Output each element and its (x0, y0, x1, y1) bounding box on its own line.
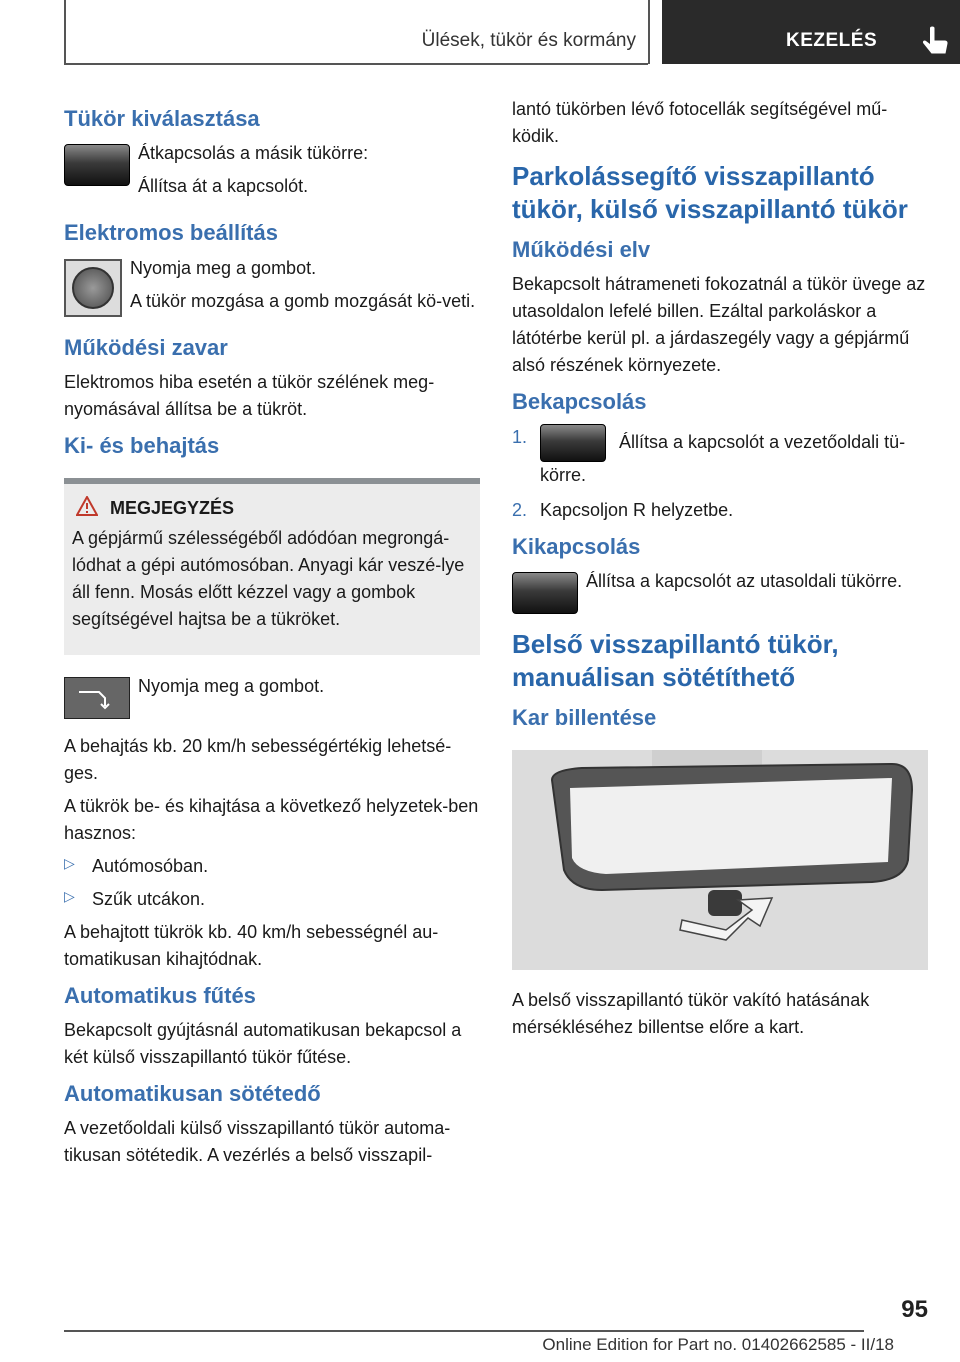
list-item: 2. Kapcsoljon R helyzetbe. (512, 499, 734, 520)
notice-text: A gépjármű szélességéből adódóan megrongá-lódhat a gépi autómosóban. Anyagi kár veszé-lye áll fenn. Mosás előtt kézzel vagy a gombok segítségével hajtsa be a tükröket. (72, 527, 465, 629)
heading-electric-adjust: Elektromos beállítás (64, 220, 278, 246)
mirror-fold-icon (64, 677, 130, 719)
auto-dim-text: A vezetőoldali külső visszapillantó tükör automa-tikusan sötétedik. A vezérlés a belső visszapil- (64, 1118, 451, 1166)
fold-text-1: Nyomja meg a gombot. (138, 675, 325, 696)
header-rule-right (648, 0, 650, 64)
switch-on-steps (512, 424, 928, 524)
mirror-switch-icon (512, 572, 578, 614)
heading-fold: Ki- és behajtás (64, 433, 220, 459)
fold-text-4: A behajtott tükrök kb. 40 km/h sebességnél au-tomatikusan kihajtódnak. (64, 921, 439, 969)
section-title: Ülések, tükör és kormány (421, 30, 636, 51)
mirror-joystick-icon (64, 259, 122, 317)
fold-text-3: A tükrök be- és kihajtása a következő helyzetek-ben hasznos: (64, 795, 479, 843)
electric-adjust-text-2: A tükör mozgása a gomb mozgását kö-veti. (130, 290, 476, 311)
heading-switch-off: Kikapcsolás (512, 533, 641, 559)
warning-icon (76, 496, 98, 516)
heading-mirror-select: Tükör kiválasztása (64, 106, 260, 131)
chapter-tab[interactable] (662, 0, 960, 64)
footer-rule (64, 1330, 864, 1332)
heading-parking-mirror: Parkolássegítő visszapillantó tükör, külső visszapillantó tükör (512, 161, 908, 224)
heating-text: Bekapcsolt gyújtásnál automatikusan bekapcsol a két külső visszapillantó tükör fűtése. (64, 1019, 462, 1067)
list-item: 1. Állítsa a kapcsolót a vezetőoldali tü-körre. (512, 424, 928, 489)
fold-bullet-list (64, 853, 480, 913)
lever-text: A belső visszapillantó tükör vakító hatásának mérsékléséhez billentse előre a kart. (512, 989, 870, 1037)
auto-dim-continued: lantó tükörben lévő fotocellák segítségével mű-ködik. (512, 99, 888, 146)
electric-adjust-text-1: Nyomja meg a gombot. (130, 257, 317, 278)
heading-malfunction: Működési zavar (64, 334, 228, 360)
heading-lever-tilt: Kar billentése (512, 705, 657, 731)
switch-off-text: Állítsa a kapcsolót az utasoldali tükörre. (586, 571, 903, 592)
fold-text-2: A behajtás kb. 20 km/h sebességértékig lehetsé-ges. (64, 735, 452, 783)
switch-off-row (512, 568, 928, 614)
list-item: ▷ Szűk utcákon. (64, 886, 480, 913)
fold-button-row (64, 673, 480, 719)
notice-title: MEGJEGYZÉS (110, 497, 235, 518)
malfunction-text: Elektromos hiba esetén a tükör szélének meg-nyomásával állítsa be a tükröt. (64, 372, 435, 420)
notice-box (64, 478, 480, 655)
header-rule-left (64, 0, 66, 64)
principle-text: Bekapcsolt hátrameneti fokozatnál a tükör üvege az utasoldalon lefelé billen. Ezáltal parkoláskor a látótérbe kerül pl. a járdaszegély vagy a gépjármű alsó részének környezete. (512, 274, 926, 376)
left-column (64, 96, 480, 1175)
pointing-hand-icon (918, 24, 954, 60)
electric-adjust-row (64, 255, 480, 321)
mirror-select-row (64, 140, 480, 206)
mirror-switch-icon (540, 424, 606, 462)
edition-text: Online Edition for Part no. 01402662585 - II/18 (542, 1335, 894, 1354)
mirror-select-text-2: Állítsa át a kapcsolót. (138, 176, 309, 197)
header-rule-bottom (64, 63, 648, 65)
rearview-mirror-image (512, 750, 928, 970)
heading-inner-mirror: Belső visszapillantó tükör, manuálisan sötétíthető (512, 629, 839, 692)
heading-auto-dim: Automatikusan sötétedő (64, 1080, 321, 1106)
right-column (512, 96, 928, 1047)
heading-heating: Automatikus fűtés (64, 982, 256, 1008)
chapter-tab-label: KEZELÉS (786, 30, 878, 51)
list-item: ▷ Autómosóban. (64, 853, 480, 880)
mirror-switch-icon (64, 144, 130, 186)
page-number: 95 (901, 1296, 928, 1323)
heading-switch-on: Bekapcsolás (512, 389, 647, 415)
heading-principle: Működési elv (512, 237, 651, 262)
mirror-select-text-1: Átkapcsolás a másik tükörre: (138, 143, 369, 164)
